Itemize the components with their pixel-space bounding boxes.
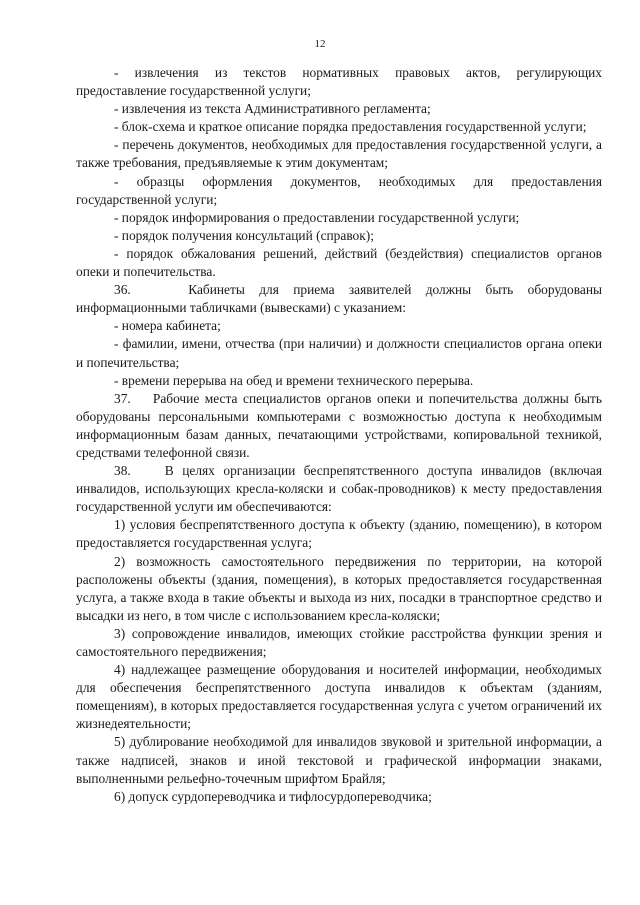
- paragraph-accessibility-item-5: 5) дублирование необходимой для инвалидов звуковой и зрительной информации, а также надписей, знаков и иной текстовой и графической информации знаками, выполненными рельефно-точечным шрифтом Брайля;: [76, 734, 602, 786]
- paragraph-info-appeal-procedure: - порядок обжалования решений, действий (бездействия) специалистов органов опеки и попечительства.: [76, 245, 602, 280]
- paragraph-clause-36: 36. Кабинеты для приема заявителей должны быть оборудованы информационными табличками (вывесками) с указанием:: [76, 282, 602, 316]
- paragraph-info-flowchart: - блок-схема и краткое описание порядка предоставления государственной услуги;: [114, 119, 587, 135]
- paragraph-accessibility-item-4: 4) надлежащее размещение оборудования и носителей информации, необходимых для обеспечения беспрепятственного доступа инвалидов к объектам (зданиям, помещениям), в которых предоставляется государственная услуга с учетом ограничений их жизнедеятельности;: [76, 662, 602, 732]
- paragraph-clause-37: 37. Рабочие места специалистов органов опеки и попечительства должны быть оборудованы персональными компьютерами с возможностью доступа к необходимым информационным базам данных, печатающими устройствами, копировальной техникой, средствами телефонной связи.: [76, 390, 602, 460]
- paragraph-sign-room-number: - номера кабинета;: [114, 318, 221, 334]
- document-body: [76, 64, 602, 806]
- paragraph-sign-break-times: - времени перерыва на обед и времени технического перерыва.: [114, 372, 474, 388]
- page-number: 12: [314, 38, 326, 50]
- paragraph-accessibility-item-3: 3) сопровождение инвалидов, имеющих стойкие расстройства функции зрения и самостоятельного передвижения;: [76, 625, 602, 659]
- paragraph-info-document-list: - перечень документов, необходимых для предоставления государственной услуги, а также требования, предъявляемые к этим документам;: [76, 137, 602, 171]
- paragraph-accessibility-item-2: 2) возможность самостоятельного передвижения по территории, на которой расположены объекты (здания, помещения), в которых предоставляется государственная услуга, а также входа в такие объекты и выхода из них, посадки в транспортное средство и высадки из него, в том числе с использованием кресла-коляски;: [76, 553, 602, 623]
- paragraph-info-extracts-regulation: - извлечения из текста Административного регламента;: [114, 101, 431, 117]
- paragraph-accessibility-item-1: 1) условия беспрепятственного доступа к объекту (зданию, помещению), в котором предоставляется государственная услуга;: [76, 517, 602, 551]
- paragraph-info-document-samples: - образцы оформления документов, необходимых для предоставления государственной услуги;: [76, 173, 602, 207]
- paragraph-clause-38: 38. В целях организации беспрепятственного доступа инвалидов (включая инвалидов, использующих кресла-коляски и собак-проводников) к месту предоставления государственной услуги им обеспечиваются:: [76, 463, 602, 515]
- paragraph-accessibility-item-6: 6) допуск сурдопереводчика и тифлосурдопереводчика;: [114, 788, 432, 804]
- paragraph-sign-specialist-names: - фамилии, имени, отчества (при наличии) и должности специалистов органа опеки и попечительства;: [76, 336, 602, 370]
- paragraph-info-consultations: - порядок получения консультаций (справок);: [114, 227, 374, 243]
- paragraph-info-informing-procedure: - порядок информирования о предоставлении государственной услуги;: [114, 209, 520, 225]
- paragraph-info-extracts-normative-acts: - извлечения из текстов нормативных правовых актов, регулирующих предоставление государственной услуги;: [76, 65, 602, 99]
